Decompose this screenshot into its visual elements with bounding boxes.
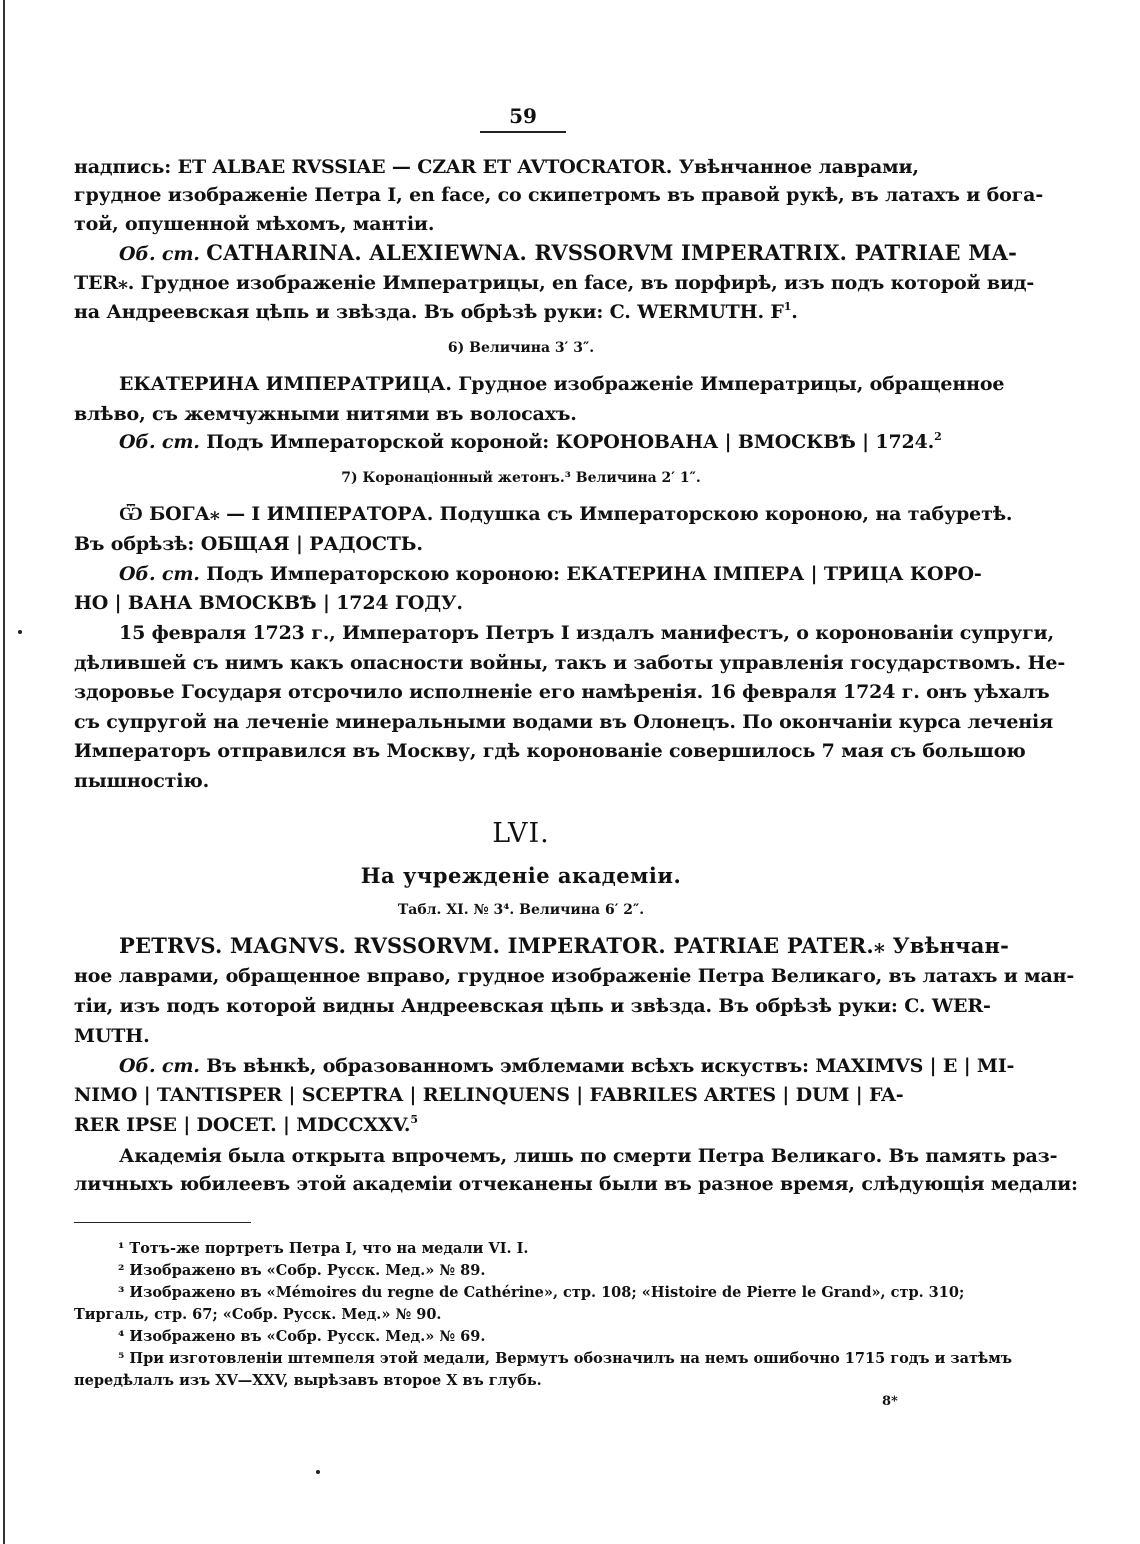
obverse-line: Об. ст. CATHARINA. ALEXIEWNA. RVSSORVM IMPERATRIX. PATRIAE MA- [119, 240, 1018, 265]
text-line: той, опушенной мѣхомъ, мантіи. [74, 213, 435, 235]
obverse-label: Об. ст. [119, 1055, 200, 1077]
page-number: 59 [509, 104, 537, 128]
text-line: Ѿ БОГА⁎ — I ИМПЕРАТОРА. Подушка съ Императорскою короною, на табуретѣ. [119, 503, 1013, 525]
text-line: ное лаврами, обращенное вправо, грудное изображеніе Петра Великаго, въ латахъ и ман- [74, 965, 1075, 987]
obverse-line: Об. ст. Подъ Императорской короной: КОРОНОВАНА | ВМОСКВѢ | 1724.$^2$ [119, 430, 942, 453]
page-spine-edge [3, 0, 5, 1544]
text-line: MUTH. [74, 1025, 150, 1047]
footnote: ⁵ При изготовленіи штемпеля этой медали, Вермутъ обозначилъ на немъ ошибочно 1715 годъ и затѣмъ [118, 1350, 1012, 1367]
medal-heading: 7) Коронаціонный жетонъ.³ Величина 2′ 1″. [341, 470, 701, 486]
margin-mark [316, 1470, 320, 1474]
text-line: RER IPSE | DOCET. | MDCCXXV.$^5$ [74, 1113, 418, 1136]
page-number-rule [480, 131, 566, 133]
obverse-label: Об. ст. [119, 563, 200, 585]
table-reference: Табл. XI. № 3⁴. Величина 6′ 2″. [397, 902, 645, 918]
obverse-line: Об. ст. Подъ Императорскою короною: ЕКАТЕРИНА ІМПЕРА | ТРИЦА КОРО- [119, 563, 982, 585]
obverse-label: Об. ст. [119, 243, 200, 265]
footnote: ³ Изображено въ «Mémoires du regne de Cathérine», стр. 108; «Histoire de Pierre le Grand», стр. 310; [118, 1284, 965, 1301]
medal-heading: 6) Величина 3′ 3″. [447, 340, 595, 356]
footnote-ref: 2 [934, 430, 942, 443]
text-line: НО | ВАНА ВМОСКВѢ | 1724 ГОДУ. [74, 592, 463, 614]
text-line: Въ обрѣзѣ: ОБЩАЯ | РАДОСТЬ. [74, 533, 423, 555]
paragraph-line: Императоръ отправился въ Москву, гдѣ коронованіе совершилось 7 мая съ большою [74, 740, 1026, 762]
printer-signature: 8* [882, 1394, 898, 1409]
footnote: ⁴ Изображено въ «Собр. Русск. Мед.» № 69. [118, 1328, 486, 1345]
footnote: Тиргаль, стр. 67; «Собр. Русск. Мед.» № 90. [74, 1306, 442, 1323]
paragraph-line: 15 февраля 1723 г., Императоръ Петръ I издалъ манифестъ, о коронованіи супруги, [119, 622, 1054, 644]
paragraph-line: дѣлившей съ нимъ какъ опасности войны, такъ и заботы управленія государствомъ. Не- [74, 652, 1066, 674]
text-line: TER⁎. Грудное изображеніе Императрицы, en face, въ порфирѣ, изъ подъ которой вид- [74, 272, 1035, 294]
obverse-line: Об. ст. Въ вѣнкѣ, образованномъ эмблемами всѣхъ искуствъ: MAXIMVS | E | MI- [119, 1055, 1015, 1077]
paragraph-line: съ супругой на леченіе минеральными водами въ Олонецъ. По окончаніи курса леченія [74, 711, 1053, 733]
footnote: ¹ Тотъ-же портретъ Петра I, что на медали VI. I. [118, 1240, 529, 1257]
footnote: передѣлалъ изъ XV—XXV, вырѣзавъ второе X въ глубь. [74, 1372, 542, 1389]
text-line: грудное изображеніе Петра I, en face, со скипетромъ въ правой рукѣ, въ латахъ и бога- [74, 184, 1044, 206]
text-line: на Андреевская цѣпь и звѣзда. Въ обрѣзѣ руки: C. WERMUTH. $F^1$. [74, 300, 798, 323]
paragraph-line: Академія была открыта впрочемъ, лишь по смерти Петра Великаго. Въ память раз- [119, 1145, 1058, 1167]
footnote-separator [74, 1222, 251, 1223]
text-line: надпись: ET ALBAE RVSSIAE — CZAR ET AVTOCRATOR. Увѣнчанное лаврами, [74, 156, 919, 178]
text-line: PETRVS. MAGNVS. RVSSORVM. IMPERATOR. PATRIAE PATER.⁎ Увѣнчан- [119, 933, 1009, 958]
footnote: ² Изображено въ «Собр. Русск. Мед.» № 89. [118, 1262, 486, 1279]
paragraph-line: личныхъ юбилеевъ этой академіи отчеканены были въ разное время, слѣдующія медали: [74, 1173, 1078, 1195]
text-line: ЕКАТЕРИНА ИМПЕРАТРИЦА. Грудное изображеніе Императрицы, обращенное [119, 373, 1005, 395]
margin-mark [18, 630, 22, 634]
footnote-ref: 1 [783, 300, 792, 313]
section-title: На учрежденіе академіи. [360, 863, 682, 888]
paragraph-line: пышностію. [74, 770, 210, 792]
text-line: тіи, изъ подъ которой видны Андреевская цѣпь и звѣзда. Въ обрѣзѣ руки: C. WER- [74, 995, 991, 1017]
obverse-label: Об. ст. [119, 431, 200, 453]
footnote-ref: 5 [410, 1113, 418, 1126]
text-line: влѣво, съ жемчужными нитями въ волосахъ. [74, 403, 577, 425]
section-number: LVI. [492, 818, 550, 849]
text-line: NIMO | TANTISPER | SCEPTRA | RELINQUENS | FABRILES ARTES | DUM | FA- [74, 1084, 904, 1106]
paragraph-line: здоровье Государя отсрочило исполненіе его намѣренія. 16 февраля 1724 г. онъ уѣхалъ [74, 681, 1050, 703]
